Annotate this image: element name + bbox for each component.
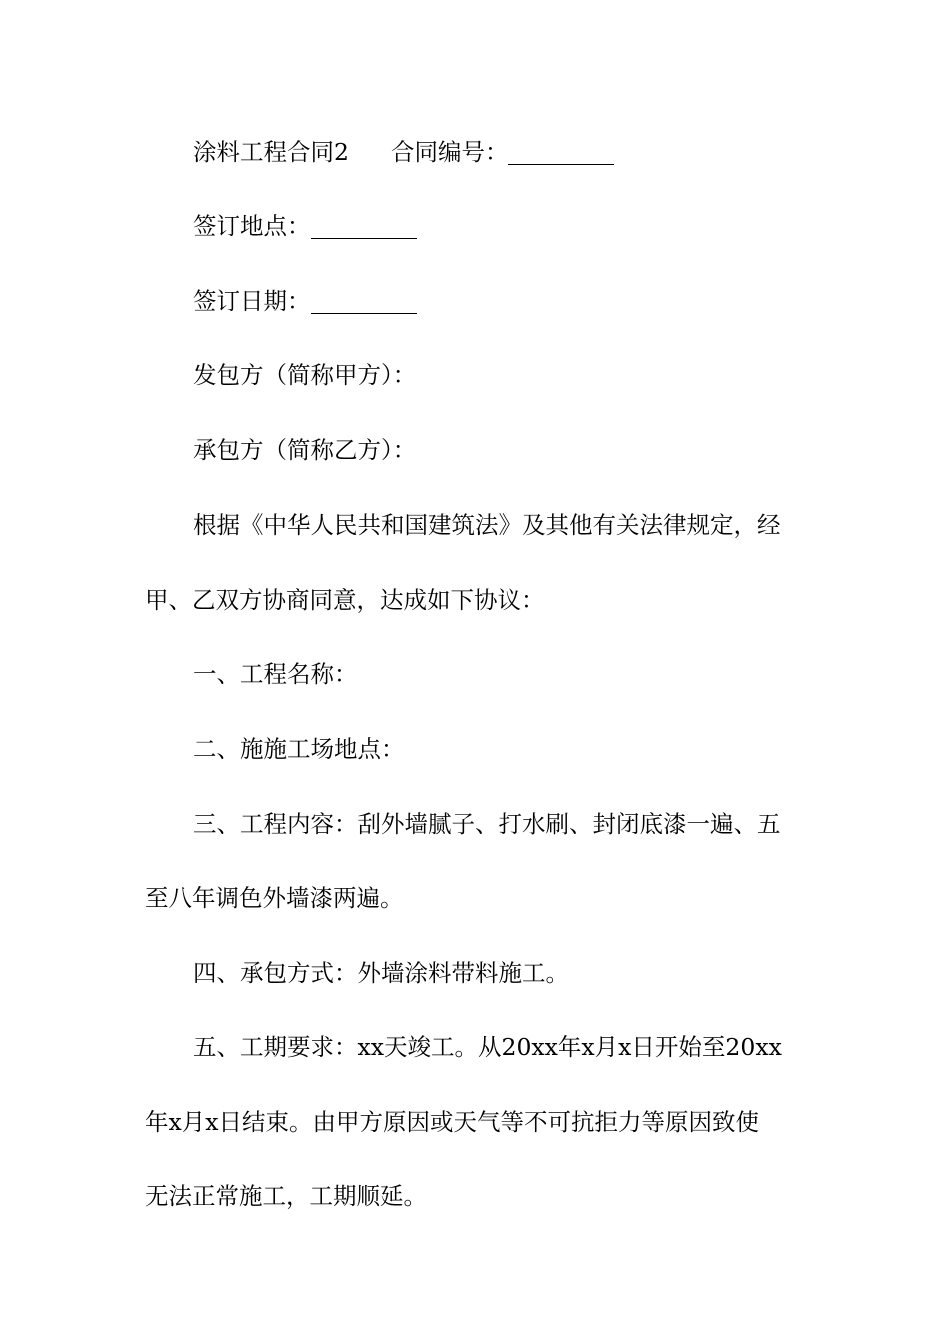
sign-place-line <box>193 206 815 246</box>
item-project-name: 一、工程名称： <box>193 660 358 688</box>
sign-place-blank <box>311 214 417 239</box>
intro-line-2: 甲、乙双方协商同意，达成如下协议： <box>145 586 545 614</box>
sign-date-blank <box>311 289 417 314</box>
item-contract-method: 四、承包方式：外墙涂料带料施工。 <box>193 959 569 987</box>
contract-title: 涂料工程合同2 <box>193 138 349 166</box>
item-content-line-1: 三、工程内容：刮外墙腻子、打水刷、封闭底漆一遍、五 <box>193 810 781 838</box>
party-a-line: 发包方（简称甲方）： <box>193 361 417 389</box>
sign-place-label: 签订地点： <box>193 212 311 240</box>
item-schedule-line-2: 年x月x日结束。由甲方原因或天气等不可抗拒力等原因致使 <box>145 1108 760 1136</box>
sign-date-line <box>193 281 815 321</box>
title-line <box>193 132 815 172</box>
item-content-line-2: 至八年调色外墙漆两遍。 <box>145 884 404 912</box>
item-site-location: 二、施施工场地点： <box>193 735 405 763</box>
intro-line-1: 根据《中华人民共和国建筑法》及其他有关法律规定，经 <box>193 511 781 539</box>
sign-date-label: 签订日期： <box>193 287 311 315</box>
contract-number-blank <box>508 140 614 165</box>
contract-number-label: 合同编号： <box>390 138 509 166</box>
item-schedule-line-3: 无法正常施工，工期顺延。 <box>145 1182 427 1210</box>
party-b-line: 承包方（简称乙方）： <box>193 436 417 464</box>
item-schedule-line-1: 五、工期要求：xx天竣工。从20xx年x月x日开始至20xx <box>193 1033 782 1061</box>
